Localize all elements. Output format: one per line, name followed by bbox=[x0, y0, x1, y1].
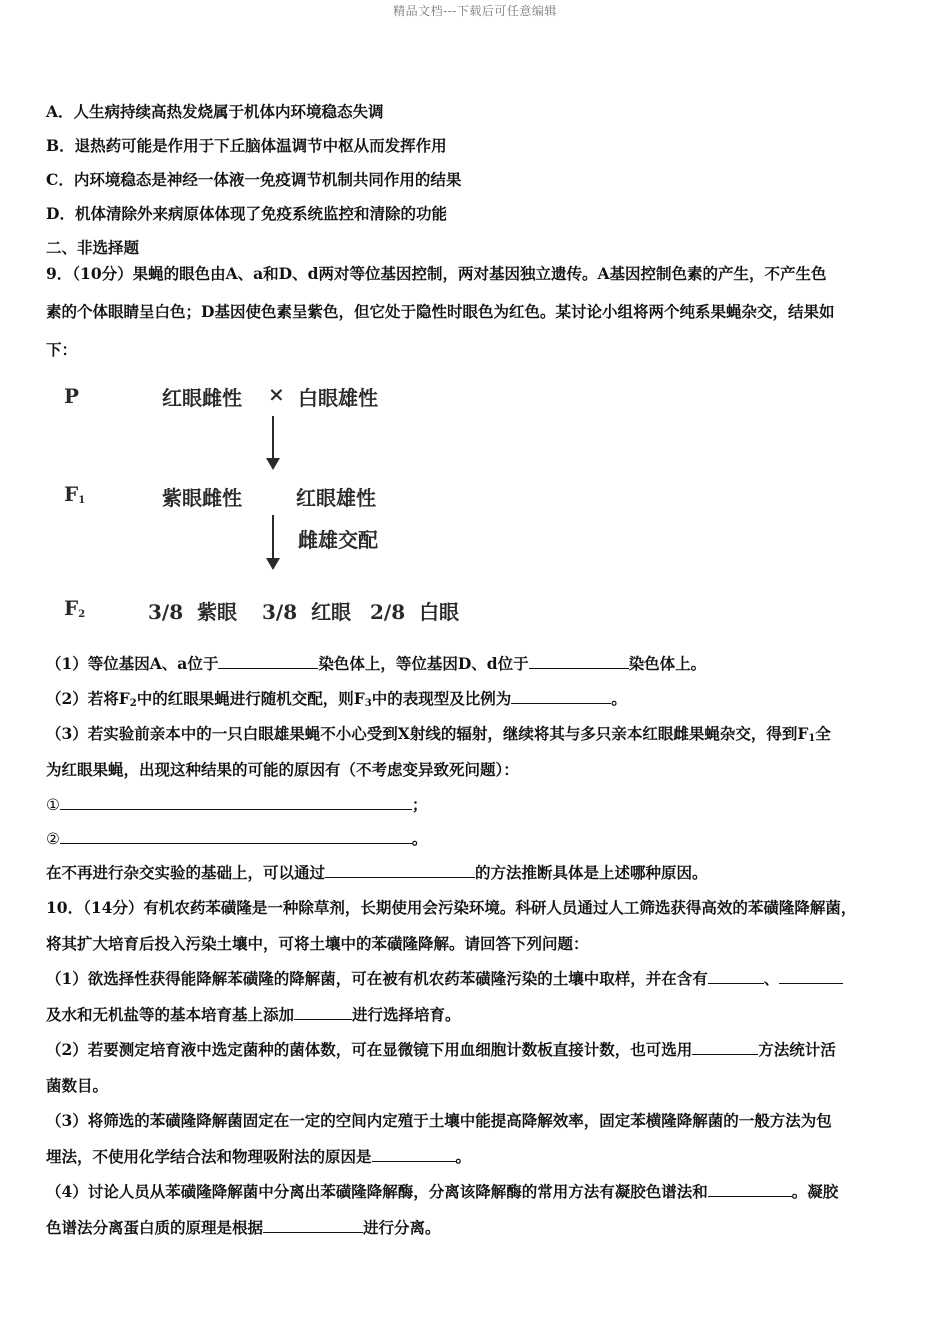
cross-symbol: × bbox=[268, 382, 285, 406]
answer-blank[interactable] bbox=[511, 689, 611, 704]
q10-sub-2-line-2: 菌数目。 bbox=[46, 1076, 109, 1095]
f2-white: 2/8 白眼 bbox=[370, 600, 460, 624]
q9-sub-1: （1）等位基因A、a位于 染色体上，等位基因D、d位于 染色体上。 bbox=[46, 654, 707, 673]
f1-female: 紫眼雌性 bbox=[162, 486, 242, 510]
f2-label: $F_2$ bbox=[64, 596, 86, 620]
q9-sub-4: 在不再进行杂交实验的基础上，可以通过 的方法推断具体是上述哪种原因。 bbox=[46, 863, 708, 882]
answer-blank[interactable] bbox=[779, 969, 843, 984]
option-c: C．内环境稳态是神经一体液一免疫调节机制共同作用的结果 bbox=[46, 170, 462, 189]
answer-blank[interactable] bbox=[708, 1182, 792, 1197]
p-male: 白眼雄性 bbox=[298, 386, 378, 410]
q10-line-1: 10．（14分）有机农药苯磺隆是一种除草剂，长期使用会污染环境。科研人员通过人工筛选获得高效的苯磺隆降解菌， bbox=[46, 898, 857, 917]
cross-diagram bbox=[0, 370, 950, 640]
f2-purple: 3/8 紫眼 bbox=[148, 600, 238, 624]
q9-cause-2: ② 。 bbox=[46, 829, 428, 848]
q10-sub-3: （3）将筛选的苯磺隆降解菌固定在一定的空间内定殖于土壤中能提高降解效率，固定苯横隆降解菌的一般方法为包 bbox=[46, 1111, 832, 1130]
q10-line-2: 将其扩大培育后投入污染土壤中，可将土壤中的苯磺隆降解。请回答下列问题： bbox=[46, 934, 589, 953]
q10-sub-1: （1）欲选择性获得能降解苯磺隆的降解菌，可在被有机农药苯磺隆污染的土壤中取样，并在含有 、 bbox=[46, 969, 843, 989]
q10-sub-1-line-2: 及水和无机盐等的基本培育基上添加 进行选择培育。 bbox=[46, 1005, 461, 1024]
q9-line-1: 9．（10分）果蝇的眼色由A、a和D、d两对等位基因控制，两对基因独立遗传。A基因控制色素的产生，不产生色 bbox=[46, 264, 827, 283]
q9-sub-3-line-2: 为红眼果蝇，出现这种结果的可能的原因有（不考虑变异致死问题）： bbox=[46, 760, 519, 779]
f1-label: $F_1$ bbox=[64, 482, 86, 506]
q10-sub-3-line-2: 埋法，不使用化学结合法和物理吸附法的原因是 。 bbox=[46, 1147, 472, 1166]
section-title: 二、非选择题 bbox=[46, 238, 140, 257]
q10-sub-2: （2）若要测定培育液中选定菌种的菌体数，可在显微镜下用血细胞计数板直接计数，也可选用 方法统计活 bbox=[46, 1040, 836, 1059]
answer-blank[interactable] bbox=[708, 969, 764, 984]
answer-blank[interactable] bbox=[294, 1005, 352, 1020]
arrow-p-to-f1-head bbox=[266, 458, 280, 470]
answer-blank[interactable] bbox=[60, 795, 412, 810]
q10-sub-4-line-2: 色谱法分离蛋白质的原理是根据 进行分离。 bbox=[46, 1218, 441, 1237]
arrow-f1-to-f2-head bbox=[266, 558, 280, 570]
arrow-lines bbox=[0, 370, 950, 640]
q9-line-2: 素的个体眼睛呈白色；D基因使色素呈紫色，但它处于隐性时眼色为红色。某讨论小组将两个纯系果蝇杂交，结果如 bbox=[46, 302, 835, 321]
answer-blank[interactable] bbox=[372, 1147, 456, 1162]
answer-blank[interactable] bbox=[529, 654, 629, 669]
q9-sub-2: （2）若将$F_2$中的红眼果蝇进行随机交配，则$F_3$中的表现型及比例为 。 bbox=[46, 689, 627, 709]
answer-blank[interactable] bbox=[60, 829, 412, 844]
q9-sub-3: （3）若实验前亲本中的一只白眼雄果蝇不小心受到X射线的辐射，继续将其与多只亲本红眼雌果蝇杂交，得到$F_1$全 bbox=[46, 724, 831, 744]
p-female: 红眼雌性 bbox=[162, 386, 242, 410]
mating-label: 雌雄交配 bbox=[298, 528, 378, 552]
answer-blank[interactable] bbox=[263, 1218, 363, 1233]
page-header: 精品文档---下载后可任意编辑 bbox=[393, 4, 557, 18]
option-b: B．退热药可能是作用于下丘脑体温调节中枢从而发挥作用 bbox=[46, 136, 447, 155]
answer-blank[interactable] bbox=[218, 654, 318, 669]
option-a: A．人生病持续高热发烧属于机体内环境稳态失调 bbox=[46, 102, 384, 121]
p-label: P bbox=[64, 384, 80, 408]
f2-red: 3/8 红眼 bbox=[262, 600, 352, 624]
option-d: D．机体清除外来病原体体现了免疫系统监控和清除的功能 bbox=[46, 204, 447, 223]
q9-line-3: 下： bbox=[46, 340, 78, 359]
answer-blank[interactable] bbox=[692, 1040, 758, 1055]
f1-male: 红眼雄性 bbox=[296, 486, 376, 510]
answer-blank[interactable] bbox=[325, 863, 475, 878]
q10-sub-4: （4）讨论人员从苯磺隆降解菌中分离出苯磺隆降解酶，分离该降解酶的常用方法有凝胶色谱法和 。凝胶 bbox=[46, 1182, 839, 1201]
q9-cause-1: ① ； bbox=[46, 795, 428, 814]
